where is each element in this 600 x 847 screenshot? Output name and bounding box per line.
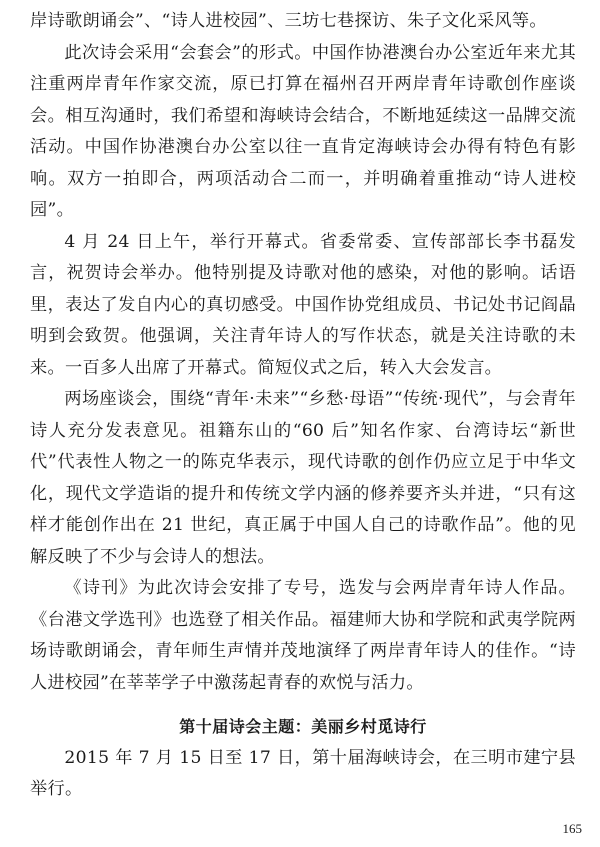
page-body: [30, 6, 576, 806]
paragraph-tenth-session: 2015 年 7 月 15 日至 17 日，第十届海峡诗会，在三明市建宁县举行。: [30, 747, 576, 799]
page-number: 165: [562, 821, 582, 836]
section-heading: 第十届诗会主题：美丽乡村觅诗行: [179, 717, 427, 736]
paragraph-format: 此次诗会采用“会套会”的形式。中国作协港澳台办公室近年来尤其注重两岸青年作家交流，原已打算在福州召开两岸青年诗歌创作座谈会。相互沟通时，我们希望和海峡诗会结合，不断地延续这一品牌交流活动。中国作协港澳台办公室以往一直肯定海峡诗会办得有特色有影响。双方一拍即合，两项活动合二而一，并明确着重推动“诗人进校园”。: [30, 42, 576, 220]
paragraph-opening-ceremony: 4 月 24 日上午，举行开幕式。省委常委、宣传部部长李书磊发言，祝贺诗会举办。他特别提及诗歌对他的感染，对他的影响。话语里，表达了发自内心的真切感受。中国作协党组成员、书记处书记阎晶明到会致贺。他强调，关注青年诗人的写作状态，就是关注诗歌的未来。一百多人出席了开幕式。简短仪式之后，转入大会发言。: [30, 231, 576, 378]
paragraph-continued: 岸诗歌朗诵会”、“诗人进校园”、三坊七巷探访、朱子文化采风等。: [30, 11, 547, 31]
paragraph-publications: 《诗刊》为此次诗会安排了专号，选发与会两岸青年诗人作品。《台港文学选刊》也选登了相关作品。福建师大协和学院和武夷学院两场诗歌朗诵会，青年师生声情并茂地演绎了两岸青年诗人的佳作。“诗人进校园”在莘莘学子中激荡起青春的欢悦与活力。: [30, 578, 576, 693]
paragraph-symposiums: 两场座谈会，围绕“青年·未来”“乡愁·母语”“传统·现代”，与会青年诗人充分发表意见。祖籍东山的“60 后”知名作家、台湾诗坛“新世代”代表性人物之一的陈克华表示，现代诗歌的创作仍应立足于中华文化，现代文学造诣的提升和传统文学内涵的修养要齐头并进，“只有这样才能创作出在 21 世纪，真正属于中国人自己的诗歌作品”。他的见解反映了不少与会诗人的想法。: [30, 389, 576, 567]
